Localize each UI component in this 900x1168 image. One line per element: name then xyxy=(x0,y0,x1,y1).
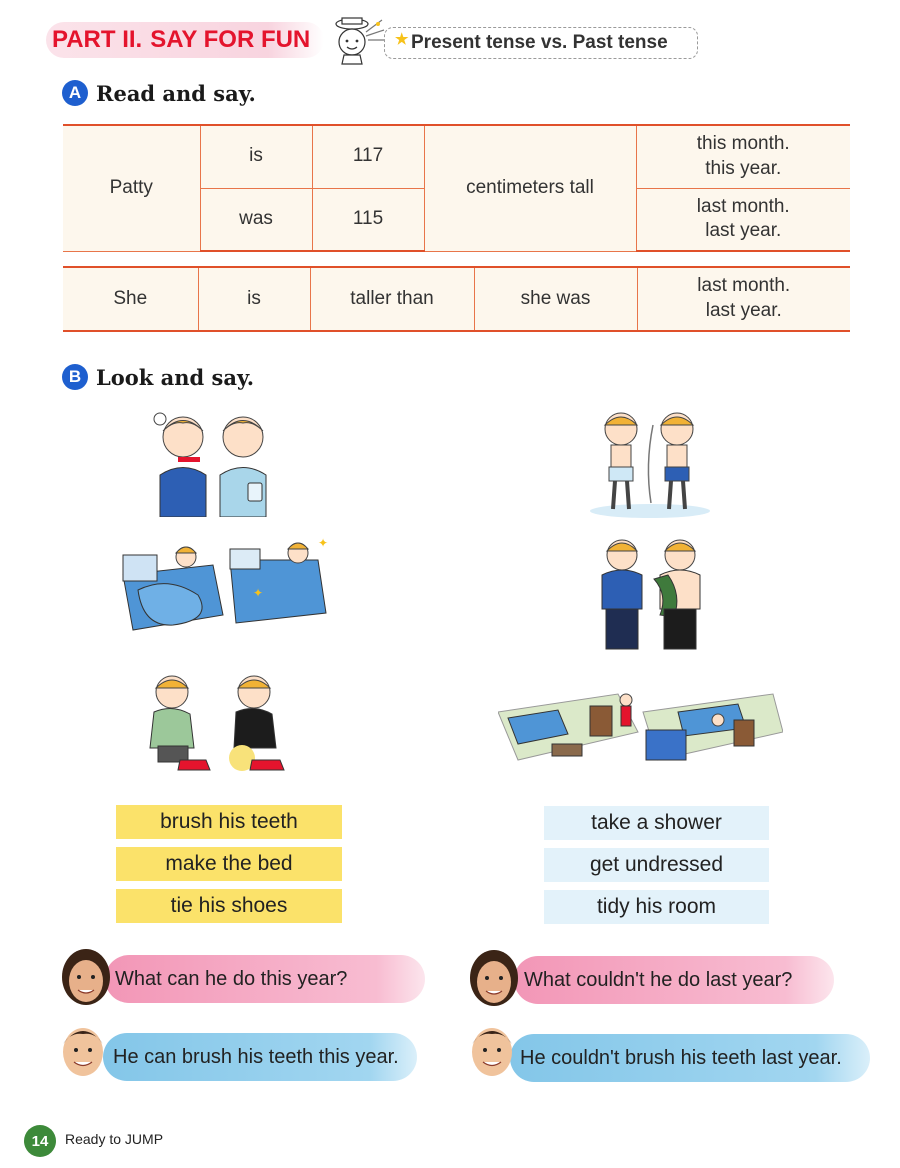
table-row xyxy=(63,125,850,188)
topic-label: Present tense vs. Past tense xyxy=(411,32,668,53)
girl-face-icon xyxy=(466,948,522,1008)
table-patty xyxy=(63,124,850,252)
time-line: last month. xyxy=(697,275,791,297)
speech-bubble-answer: He can brush his teeth this year. xyxy=(103,1033,417,1081)
section-a-title: Read and say. xyxy=(96,80,256,106)
boy-face-icon xyxy=(55,1018,111,1078)
illustration-tidy-room xyxy=(498,672,783,772)
phrase-chip: make the bed xyxy=(116,847,342,881)
topic-box xyxy=(384,27,698,59)
table-cell: is xyxy=(198,267,310,331)
speech-bubble-question: What couldn't he do last year? xyxy=(514,956,834,1004)
section-b-badge: B xyxy=(62,364,88,390)
mascot-icon xyxy=(330,14,386,66)
boy-figure xyxy=(654,540,700,649)
part-title xyxy=(46,22,324,58)
bed-unmade xyxy=(123,547,223,630)
table-cell: taller than xyxy=(310,267,474,331)
time-line: last month. xyxy=(696,195,790,217)
table-cell: she was xyxy=(474,267,637,331)
table-cell-time xyxy=(636,125,850,188)
book-title: Ready to JUMP xyxy=(65,1131,164,1147)
table-cell-value: 115 xyxy=(312,188,424,251)
part-number: PART II. xyxy=(52,26,143,53)
girl-face-icon xyxy=(58,947,114,1007)
time-line: last year. xyxy=(705,300,782,321)
phrase-chip: take a shower xyxy=(544,806,769,840)
svg-text:✦: ✦ xyxy=(253,586,264,600)
speech-bubble-question: What can he do this year? xyxy=(105,955,425,1003)
phrase-chip: get undressed xyxy=(544,848,769,882)
section-a-heading xyxy=(62,80,256,106)
table-cell-verb: was xyxy=(200,188,312,251)
room-tidy xyxy=(643,694,783,760)
time-line: this month. xyxy=(696,133,790,155)
section-a-badge: A xyxy=(62,80,88,106)
phrase-chip: tie his shoes xyxy=(116,889,342,923)
time-line: this year. xyxy=(705,157,782,179)
table-cell-value: 117 xyxy=(312,125,424,188)
table-cell-verb: is xyxy=(200,125,312,188)
svg-text:✦: ✦ xyxy=(318,536,329,550)
boy-figure xyxy=(648,413,693,509)
section-b-heading xyxy=(62,364,254,390)
speech-bubble-answer: He couldn't brush his teeth last year. xyxy=(510,1034,870,1082)
boy-figure xyxy=(605,413,637,509)
table-she xyxy=(63,266,850,332)
room-messy xyxy=(498,694,638,760)
illustration-get-undressed xyxy=(598,535,708,655)
boy-figure xyxy=(229,676,284,771)
table-cell-subject: Patty xyxy=(63,125,200,251)
boy-face-icon xyxy=(464,1018,520,1078)
time-line: last year. xyxy=(705,220,782,242)
section-b-title: Look and say. xyxy=(96,364,255,390)
illustration-tie-shoes xyxy=(140,668,300,774)
star-icon: ★ xyxy=(395,31,409,48)
illustration-shower xyxy=(585,405,715,519)
table-row xyxy=(63,267,850,331)
part-label: SAY FOR FUN xyxy=(150,26,311,53)
boy-figure xyxy=(602,540,642,649)
bed-made xyxy=(230,536,328,623)
boy-figure xyxy=(154,413,206,517)
illustration-brush-teeth xyxy=(148,405,278,517)
page-number: 14 xyxy=(24,1125,56,1157)
phrase-chip: brush his teeth xyxy=(116,805,342,839)
boy-figure xyxy=(220,417,266,517)
table-cell-time xyxy=(637,267,850,331)
phrase-chip: tidy his room xyxy=(544,890,769,924)
illustration-make-bed xyxy=(118,535,333,645)
boy-figure xyxy=(150,676,210,770)
table-cell: She xyxy=(63,267,198,331)
table-cell-time xyxy=(636,188,850,251)
table-cell-unit: centimeters tall xyxy=(424,125,636,251)
